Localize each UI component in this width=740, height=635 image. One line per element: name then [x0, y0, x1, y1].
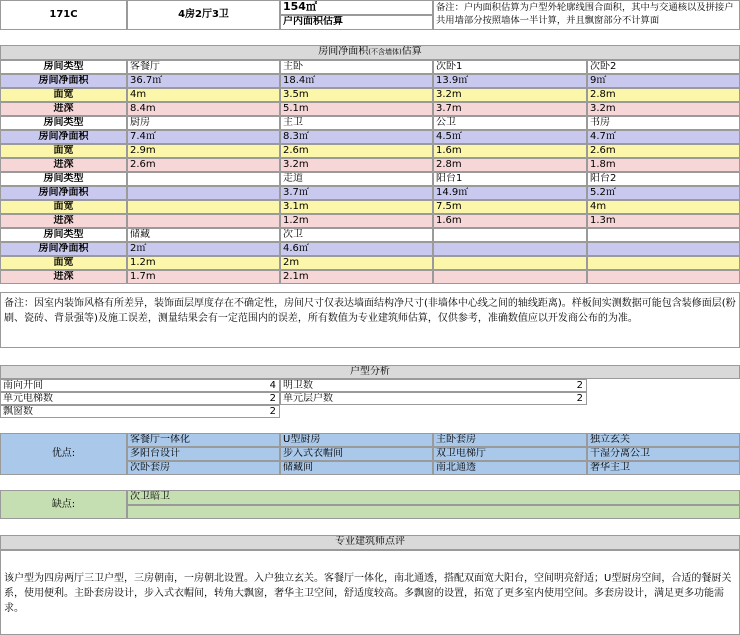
room-depth-cell[interactable]: 8.4m [127, 102, 280, 116]
unit-area-value[interactable]: 154㎡ [280, 0, 433, 15]
room-area-cell[interactable]: 8.3㎡ [280, 130, 433, 144]
pros-item[interactable]: 主卧套房 [433, 433, 587, 447]
pros-item[interactable]: 多阳台设计 [127, 447, 280, 461]
room-width-cell[interactable]: 2m [280, 256, 433, 270]
pros-label: 优点: [0, 433, 127, 475]
room-type-row-label[interactable]: 房间类型 [0, 116, 127, 130]
pros-item[interactable]: 次卧套房 [127, 461, 280, 475]
room-width-cell[interactable]: 4m [127, 88, 280, 102]
room-type-row-label[interactable]: 房间类型 [0, 228, 127, 242]
room-depth-cell[interactable]: 1.8m [587, 158, 740, 172]
pros-item[interactable]: 奢华主卫 [587, 461, 740, 475]
analysis-value: 2 [269, 393, 276, 404]
room-width-cell[interactable] [127, 200, 280, 214]
room-width-cell[interactable]: 3.1m [280, 200, 433, 214]
room-type-row-label[interactable]: 房间类型 [0, 60, 127, 74]
room-depth-cell[interactable] [127, 214, 280, 228]
net-area-footnote[interactable]: 备注：因室内装饰风格有所差异，装饰面层厚度存在不确定性，房间尺寸仅表达墙面结构净尺寸(非墙体中心线之间的轴线距离)。样板间实测数据可能包含装修面层(粉刷、瓷砖、背景强等)及施工误差，测量结果会有一定范围内的误差，所有数值为专业建筑师估算，仅供参考，准确数值应以开发商公布的为准。 [0, 292, 740, 348]
room-width-cell[interactable] [433, 256, 587, 270]
room-depth-cell[interactable] [587, 270, 740, 284]
net-area-title-main: 房间净面积 [318, 46, 369, 57]
room-type-cell[interactable]: 走道 [280, 172, 433, 186]
room-area-cell[interactable]: 3.7㎡ [280, 186, 433, 200]
room-width-cell[interactable]: 2.9m [127, 144, 280, 158]
analysis-value: 2 [269, 406, 276, 417]
room-width-cell[interactable]: 3.2m [433, 88, 587, 102]
cons-item[interactable]: 次卫暗卫 [127, 490, 740, 505]
room-type-cell[interactable]: 客餐厅 [127, 60, 280, 74]
room-type-cell[interactable]: 主卫 [280, 116, 433, 130]
pros-item[interactable]: 南北通透 [433, 461, 587, 475]
analysis-row [280, 379, 587, 392]
room-width-cell[interactable]: 2.6m [280, 144, 433, 158]
analysis-title: 户型分析 [0, 365, 740, 379]
room-width-cell[interactable]: 1.6m [433, 144, 587, 158]
pros-item[interactable]: 客餐厅一体化 [127, 433, 280, 447]
room-type-cell[interactable]: 阳台1 [433, 172, 587, 186]
area-note[interactable]: 备注：户内面积估算为户型外轮廓线围合面积，其中与交通核以及拼接户共用墙部分按照墙体一半计算，并且飘窗部分不计算面 [433, 0, 740, 30]
room-type-cell[interactable] [433, 228, 587, 242]
room-type-cell[interactable]: 书房 [587, 116, 740, 130]
unit-layout[interactable]: 4房2厅3卫 [127, 0, 280, 30]
unit-area-label[interactable]: 户内面积估算 [280, 15, 433, 30]
room-type-cell[interactable]: 次卧2 [587, 60, 740, 74]
room-depth-cell[interactable]: 2.8m [433, 158, 587, 172]
room-width-row-label[interactable]: 面宽 [0, 256, 127, 270]
room-width-cell[interactable]: 3.5m [280, 88, 433, 102]
room-depth-row-label[interactable]: 进深 [0, 270, 127, 284]
room-depth-cell[interactable]: 1.7m [127, 270, 280, 284]
analysis-label: 单元电梯数 [3, 393, 53, 404]
room-depth-row-label[interactable]: 进深 [0, 102, 127, 116]
room-area-cell[interactable] [127, 186, 280, 200]
room-area-cell[interactable]: 5.2㎡ [587, 186, 740, 200]
cons-label: 缺点: [0, 490, 127, 519]
room-area-cell[interactable] [433, 242, 587, 256]
room-type-cell[interactable]: 次卫 [280, 228, 433, 242]
analysis-row [0, 405, 280, 418]
analysis-value: 2 [576, 380, 583, 391]
room-width-row-label[interactable]: 面宽 [0, 88, 127, 102]
room-width-cell[interactable] [587, 256, 740, 270]
pros-item[interactable]: 储藏间 [280, 461, 433, 475]
room-area-cell[interactable]: 4.6㎡ [280, 242, 433, 256]
room-type-cell[interactable]: 储藏 [127, 228, 280, 242]
room-depth-cell[interactable]: 1.6m [433, 214, 587, 228]
room-depth-cell[interactable]: 2.1m [280, 270, 433, 284]
analysis-row [0, 379, 280, 392]
review-title: 专业建筑师点评 [0, 535, 740, 550]
room-width-cell[interactable]: 7.5m [433, 200, 587, 214]
room-depth-cell[interactable]: 1.3m [587, 214, 740, 228]
room-depth-row-label[interactable]: 进深 [0, 214, 127, 228]
room-area-cell[interactable]: 4.5㎡ [433, 130, 587, 144]
room-type-cell[interactable]: 公卫 [433, 116, 587, 130]
room-area-row-label[interactable]: 房间净面积 [0, 130, 127, 144]
room-area-cell[interactable]: 14.9㎡ [433, 186, 587, 200]
pros-item[interactable]: 干湿分离公卫 [587, 447, 740, 461]
room-depth-cell[interactable]: 3.2m [587, 102, 740, 116]
room-area-row-label[interactable]: 房间净面积 [0, 186, 127, 200]
room-type-cell[interactable] [587, 228, 740, 242]
unit-code[interactable]: 171C [0, 0, 127, 30]
room-type-row-label[interactable]: 房间类型 [0, 172, 127, 186]
review-text[interactable]: 该户型为四房两厅三卫户型，三房朝南，一房朝北设置。入户独立玄关。客餐厅一体化，南北通透，搭配双面宽大阳台，空间明亮舒适；U型厨房空间，合适的餐厨关系，使用便利。主卧套房设计，步入式衣帽间，转角大飘窗，奢华主卫空间，舒适度较高。多飘窗的设置，拓宽了更多室内使用空间。多套房设计，满足更多功能需求。 [0, 550, 740, 635]
room-depth-cell[interactable]: 2.6m [127, 158, 280, 172]
room-depth-cell[interactable]: 3.7m [433, 102, 587, 116]
pros-item[interactable]: U型厨房 [280, 433, 433, 447]
room-depth-row-label[interactable]: 进深 [0, 158, 127, 172]
room-area-cell[interactable]: 36.7㎡ [127, 74, 280, 88]
net-area-title-small: (不含墙体) [368, 48, 402, 56]
room-area-cell[interactable]: 18.4㎡ [280, 74, 433, 88]
room-area-cell[interactable]: 7.4㎡ [127, 130, 280, 144]
analysis-row [280, 392, 587, 405]
room-width-cell[interactable]: 2.6m [587, 144, 740, 158]
room-area-cell[interactable]: 9㎡ [587, 74, 740, 88]
room-width-cell[interactable]: 4m [587, 200, 740, 214]
pros-item[interactable]: 独立玄关 [587, 433, 740, 447]
room-width-row-label[interactable]: 面宽 [0, 200, 127, 214]
room-width-row-label[interactable]: 面宽 [0, 144, 127, 158]
analysis-label: 飘窗数 [3, 406, 33, 417]
room-area-cell[interactable]: 2㎡ [127, 242, 280, 256]
analysis-value: 4 [269, 380, 276, 391]
analysis-label: 明卫数 [283, 380, 313, 391]
room-depth-cell[interactable]: 1.2m [280, 214, 433, 228]
room-width-cell[interactable]: 2.8m [587, 88, 740, 102]
room-area-cell[interactable] [587, 242, 740, 256]
room-type-cell[interactable]: 阳台2 [587, 172, 740, 186]
pros-item[interactable]: 步入式衣帽间 [280, 447, 433, 461]
analysis-row [0, 392, 280, 405]
room-area-row-label[interactable]: 房间净面积 [0, 74, 127, 88]
room-type-cell[interactable]: 厨房 [127, 116, 280, 130]
room-area-cell[interactable]: 4.7㎡ [587, 130, 740, 144]
analysis-label: 单元层户数 [283, 393, 333, 404]
cons-empty [127, 505, 740, 519]
room-width-cell[interactable]: 1.2m [127, 256, 280, 270]
room-area-cell[interactable]: 13.9㎡ [433, 74, 587, 88]
analysis-value: 2 [576, 393, 583, 404]
room-depth-cell[interactable]: 3.2m [280, 158, 433, 172]
room-type-cell[interactable] [127, 172, 280, 186]
room-type-cell[interactable]: 主卧 [280, 60, 433, 74]
net-area-title-tail: 估算 [401, 46, 422, 57]
analysis-label: 南向开间 [3, 380, 43, 391]
room-area-row-label[interactable]: 房间净面积 [0, 242, 127, 256]
room-type-cell[interactable]: 次卧1 [433, 60, 587, 74]
pros-item[interactable]: 双卫电梯厅 [433, 447, 587, 461]
room-depth-cell[interactable] [433, 270, 587, 284]
room-depth-cell[interactable]: 5.1m [280, 102, 433, 116]
net-area-title [0, 45, 740, 60]
